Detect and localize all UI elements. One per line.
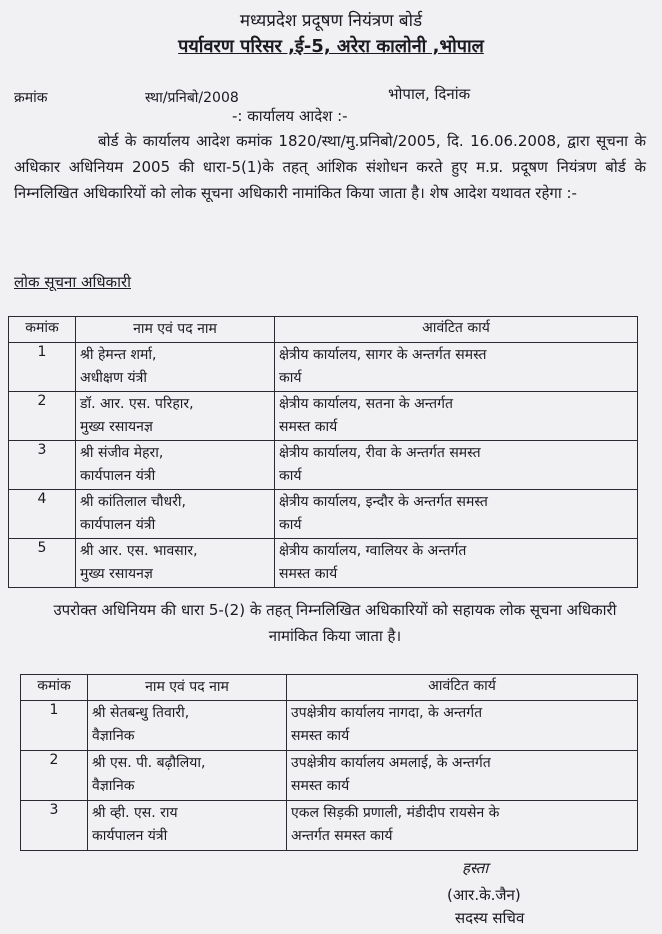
table-row — [9, 441, 638, 490]
row-serial: 5 — [9, 539, 76, 588]
row-serial: 3 — [21, 801, 88, 851]
column-header-work: आवंटित कार्य — [287, 675, 638, 701]
order-paragraph: बोर्ड के कार्यालय आदेश कमांक 1820/स्था/मु.प्रनिबो/2005, दि. 16.06.2008, द्वारा सूचना के अधिकार अधिनियम 2005 की धारा-5(1)के तहत् आंशिक संशोधन करते हुए म.प्र. प्रदूषण नियंत्रण बोर्ड के निम्नलिखित अधिकारियों को लोक सूचना अधिकारी नामांकित किया जाता है। शेष आदेश यथावत रहेगा :- — [14, 132, 646, 202]
row-serial: 2 — [21, 751, 88, 801]
column-header-serial: कमांक — [21, 675, 88, 701]
row-work: एकल सिड़की प्रणाली, मंडीदीप रायसेन के अन्तर्गत समस्त कार्य — [287, 801, 638, 851]
signatory-name: (आर.के.जैन) — [447, 886, 521, 904]
table-row — [9, 490, 638, 539]
row-work: क्षेत्रीय कार्यालय, इन्दौर के अन्तर्गत समस्त कार्य — [275, 490, 638, 539]
row-name-post: श्री संजीव मेहरा, कार्यपालन यंत्री — [76, 441, 275, 490]
row-name-post: श्री आर. एस. भावसार, मुख्य रसायनज्ञ — [76, 539, 275, 588]
table-row — [21, 751, 638, 801]
row-serial: 4 — [9, 490, 76, 539]
row-serial: 1 — [21, 701, 88, 751]
row-serial: 1 — [9, 343, 76, 392]
table-row — [21, 701, 638, 751]
row-work: क्षेत्रीय कार्यालय, सतना के अन्तर्गत समस्त कार्य — [275, 392, 638, 441]
assistant-officers-table — [20, 674, 638, 851]
row-name-post: श्री सेतबन्धु तिवारी, वैज्ञानिक — [88, 701, 287, 751]
row-work: उपक्षेत्रीय कार्यालय नागदा, के अन्तर्गत समस्त कार्य — [287, 701, 638, 751]
officers-table — [8, 316, 638, 588]
reference-number: स्था/प्रनिबो/2008 — [145, 90, 239, 106]
organization-name: मध्यप्रदेश प्रदूषण नियंत्रण बोर्ड — [239, 11, 423, 31]
signatory-designation: सदस्य सचिव — [455, 909, 525, 927]
column-header-serial: कमांक — [9, 317, 76, 343]
table-row — [9, 392, 638, 441]
column-header-work: आवंटित कार्य — [275, 317, 638, 343]
assistant-officers-paragraph: उपरोक्त अधिनियम की धारा 5-(2) के तहत् निम्नलिखित अधिकारियों को सहायक लोक सूचना अधिकारी नामांकित किया जाता है। — [53, 601, 617, 645]
table-row — [9, 343, 638, 392]
place-date: भोपाल, दिनांक — [388, 85, 471, 103]
row-work: क्षेत्रीय कार्यालय, सागर के अन्तर्गत समस्त कार्य — [275, 343, 638, 392]
organization-address: पर्यावरण परिसर ,ई-5, अरेरा कालोनी ,भोपाल — [178, 36, 484, 57]
row-serial: 2 — [9, 392, 76, 441]
row-work: क्षेत्रीय कार्यालय, ग्वालियर के अन्तर्गत समस्त कार्य — [275, 539, 638, 588]
table-row — [9, 539, 638, 588]
row-name-post: श्री एस. पी. बढ़ौलिया, वैज्ञानिक — [88, 751, 287, 801]
column-header-name: नाम एवं पद नाम — [88, 675, 287, 701]
row-name-post: डॉ. आर. एस. परिहार, मुख्य रसायनज्ञ — [76, 392, 275, 441]
table-header-row — [21, 675, 638, 701]
section-title: लोक सूचना अधिकारी — [14, 273, 131, 291]
row-serial: 3 — [9, 441, 76, 490]
signature-scrawl: हस्ता — [462, 859, 489, 877]
order-title: -: कार्यालय आदेश :- — [232, 107, 348, 125]
table-row — [21, 801, 638, 851]
column-header-name: नाम एवं पद नाम — [76, 317, 275, 343]
row-work: क्षेत्रीय कार्यालय, रीवा के अन्तर्गत समस्त कार्य — [275, 441, 638, 490]
row-work: उपक्षेत्रीय कार्यालय अमलाई, के अन्तर्गत समस्त कार्य — [287, 751, 638, 801]
reference-label: क्रमांक — [14, 90, 48, 106]
table-header-row — [9, 317, 638, 343]
row-name-post: श्री व्ही. एस. राय कार्यपालन यंत्री — [88, 801, 287, 851]
row-name-post: श्री कांतिलाल चौधरी, कार्यपालन यंत्री — [76, 490, 275, 539]
row-name-post: श्री हेमन्त शर्मा, अधीक्षण यंत्री — [76, 343, 275, 392]
